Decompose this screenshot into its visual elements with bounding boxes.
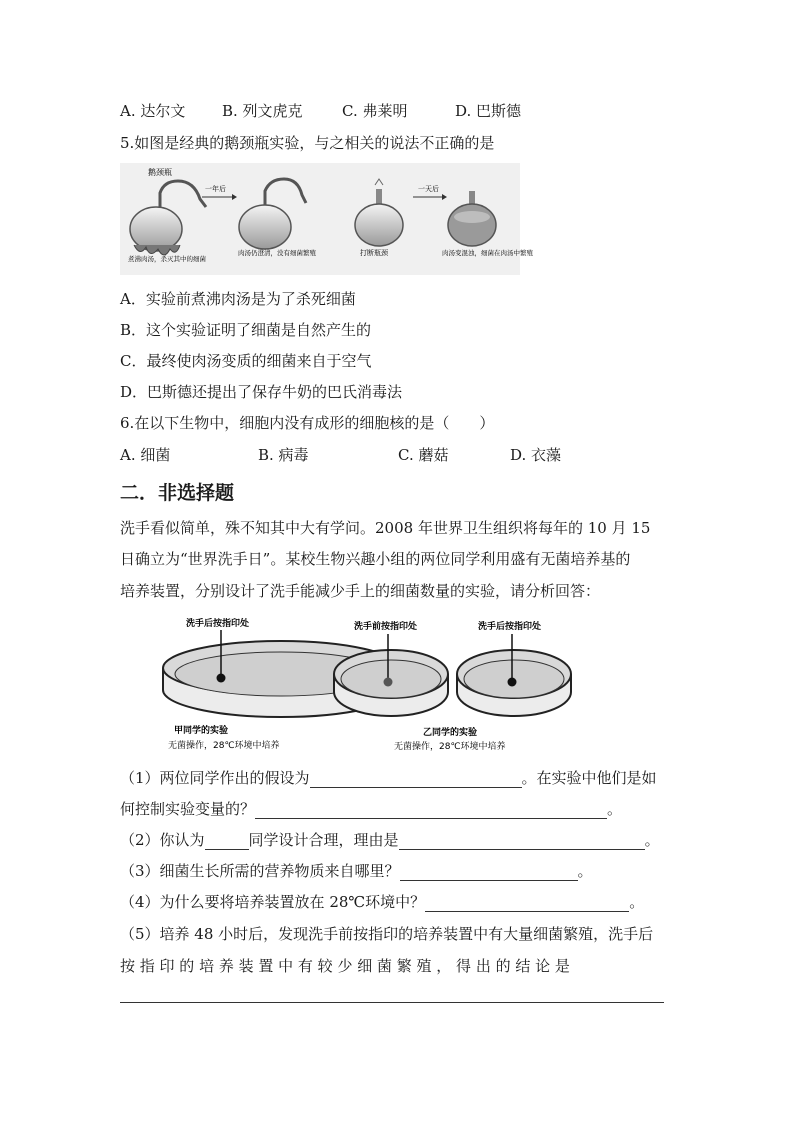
subq-4-text-b: 。 xyxy=(629,893,645,911)
q5-option-a: A．实验前煮沸肉汤是为了杀死细菌 xyxy=(120,290,356,308)
yi-caption: 乙同学的实验 xyxy=(423,728,478,738)
arrow-2-label: 一天后 xyxy=(418,185,439,193)
yi-label-after: 洗手后按指印处 xyxy=(478,622,542,632)
section-heading: 二．非选择题 xyxy=(120,482,235,504)
q5-option-c: C．最终使肉汤变质的细菌来自于空气 xyxy=(120,352,372,370)
flask-label: 鹅颈瓶 xyxy=(148,168,172,177)
caption-2: 肉汤仍澄清，没有细菌繁殖 xyxy=(238,249,316,257)
subq-1-line-2 xyxy=(120,799,676,819)
q4-option-d: D. 巴斯德 xyxy=(455,102,522,120)
yi-label-before: 洗手前按指印处 xyxy=(354,622,418,632)
q5-option-d: D．巴斯德还提出了保存牛奶的巴氏消毒法 xyxy=(120,383,403,401)
subq-2-text-a: （2）你认为 xyxy=(120,831,205,849)
subq-3-text-a: （3）细菌生长所需的营养物质来自哪里？ xyxy=(120,862,400,880)
q6-option-b: B. 病毒 xyxy=(258,446,309,464)
jia-condition: 无菌操作，28℃环境中培养 xyxy=(168,741,280,751)
swan-neck-flask-figure xyxy=(120,163,533,275)
arrow-1-label: 一年后 xyxy=(205,185,226,193)
yi-condition: 无菌操作，28℃环境中培养 xyxy=(394,742,506,752)
subq-3-text-b: 。 xyxy=(577,862,593,880)
subq-1-line-1 xyxy=(120,768,676,788)
intro-line-2: 日确立为“世界洗手日”。某校生物兴趣小组的两位同学利用盛有无菌培养基的 xyxy=(120,550,631,568)
q4-option-c: C. 弗莱明 xyxy=(342,102,408,120)
subq-2 xyxy=(120,830,676,850)
answer-blank-3[interactable] xyxy=(400,864,578,881)
subq-1-text-a: （1）两位同学作出的假设为 xyxy=(120,769,310,787)
q5-stem: 5.如图是经典的鹅颈瓶实验，与之相关的说法不正确的是 xyxy=(120,134,495,152)
caption-3: 打断瓶颈 xyxy=(360,249,388,257)
subq-1-text-d: 。 xyxy=(607,800,623,818)
jia-caption: 甲同学的实验 xyxy=(174,726,229,736)
subq-5-line-2: 按 指 印 的 培 养 装 置 中 有 较 少 细 菌 繁 殖 ， 得 出 的 结 论 是 xyxy=(120,957,570,975)
answer-blank-2b[interactable] xyxy=(399,833,645,850)
q6-stem: 6.在以下生物中，细胞内没有成形的细胞核的是（ ） xyxy=(120,414,495,432)
subq-3 xyxy=(120,861,676,881)
subq-4-text-a: （4）为什么要将培养装置放在 28℃环境中？ xyxy=(120,893,426,911)
intro-line-1: 洗手看似简单，殊不知其中大有学问。2008 年世界卫生组织将每年的 10 月 15 xyxy=(120,519,651,537)
subq-1-text-c: 何控制实验变量的？ xyxy=(120,800,256,818)
intro-line-3: 培养装置，分别设计了洗手能减少手上的细菌数量的实验，请分析回答： xyxy=(120,582,601,600)
subq-5-line-1: （5）培养 48 小时后，发现洗手前按指印的培养装置中有大量细菌繁殖，洗手后 xyxy=(120,925,654,943)
q6-option-c: C. 蘑菇 xyxy=(398,446,449,464)
answer-blank-5[interactable] xyxy=(120,986,664,1003)
subq-2-text-c: 。 xyxy=(644,831,660,849)
subq-4 xyxy=(120,892,676,912)
answer-blank-1a[interactable] xyxy=(310,771,522,788)
q4-option-b: B. 列文虎克 xyxy=(222,102,303,120)
subq-2-text-b: 同学设计合理，理由是 xyxy=(248,831,399,849)
answer-blank-2a[interactable] xyxy=(205,833,249,850)
q6-option-a: A. 细菌 xyxy=(120,446,171,464)
petri-dish-figure xyxy=(160,612,575,757)
answer-blank-4[interactable] xyxy=(425,895,629,912)
subq-1-text-b: 。在实验中他们是如 xyxy=(521,769,657,787)
jia-label: 洗手后按指印处 xyxy=(186,619,250,629)
caption-1: 煮沸肉汤，杀灭其中的细菌 xyxy=(128,255,206,263)
q6-option-d: D. 衣藻 xyxy=(510,446,562,464)
q4-option-a: A. 达尔文 xyxy=(120,102,186,120)
answer-blank-1b[interactable] xyxy=(255,802,607,819)
q5-option-b: B．这个实验证明了细菌是自然产生的 xyxy=(120,321,372,339)
caption-4: 肉汤变混浊，细菌在肉汤中繁殖 xyxy=(442,249,533,257)
